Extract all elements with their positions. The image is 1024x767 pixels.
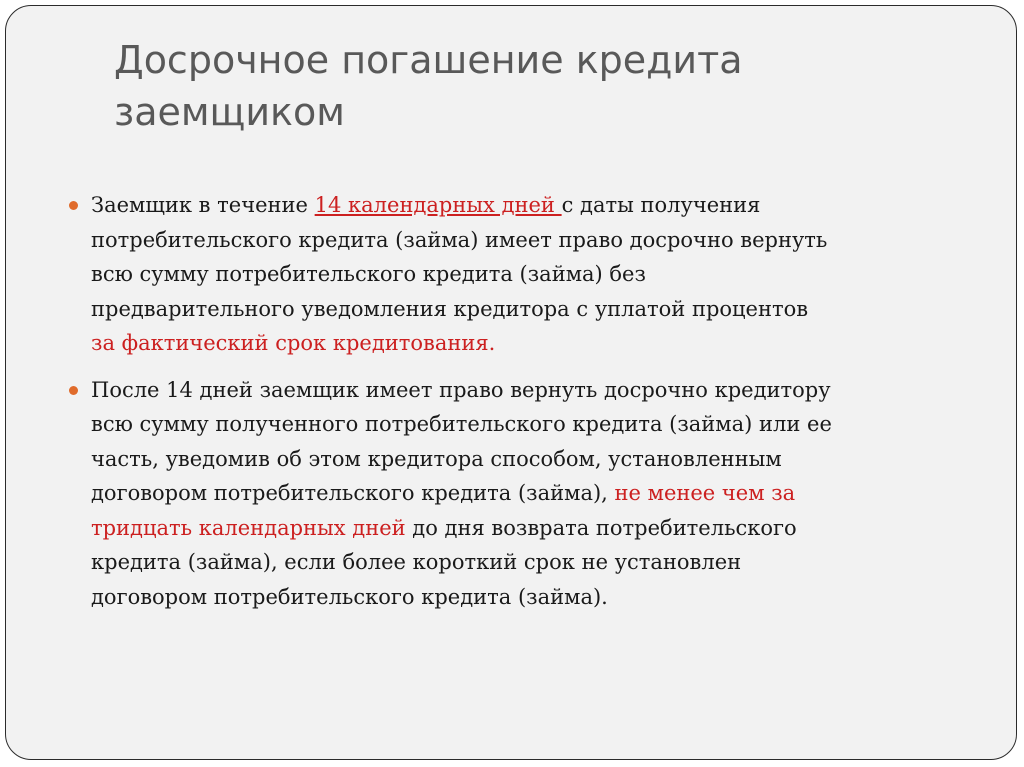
- bullet-item-1: [66, 188, 946, 361]
- bullet-1-highlight-term: за фактический срок кредитования.: [91, 331, 496, 355]
- bullet-2-line-5: [91, 511, 946, 546]
- bullet-dot-icon: [69, 201, 78, 210]
- bullet-2-line-6: кредита (займа), если более короткий срок не установлен: [91, 550, 742, 574]
- bullet-1-line-3: всю сумму потребительского кредита (займа) без: [91, 262, 646, 286]
- bullet-1-highlight-days: 14 календарных дней: [314, 193, 562, 217]
- bullet-1-line-4: предварительного уведомления кредитора с уплатой процентов: [91, 296, 809, 321]
- title-line-2: заемщиком: [114, 90, 345, 134]
- bullet-2-line-3: часть, уведомив об этом кредитора способом, установленным: [91, 446, 782, 471]
- bullet-1-line-2: потребительского кредита (займа) имеет право досрочно вернуть: [91, 227, 828, 252]
- slide: [5, 5, 1017, 760]
- bullet-2-line-1: После 14 дней заемщик имеет право вернуть досрочно кредитору: [91, 377, 831, 402]
- bullet-dot-icon: [69, 386, 78, 395]
- bullet-1-line-1: [91, 188, 946, 223]
- bullet-2-highlight-notice: не менее чем за: [614, 481, 796, 505]
- bullet-list: [66, 188, 946, 626]
- bullet-2-line-4: [91, 476, 946, 511]
- bullet-2-text: договором потребительского кредита (займа),: [91, 481, 615, 505]
- bullet-2-line-2: всю сумму полученного потребительского кредита (займа) или ее: [91, 412, 832, 436]
- bullet-2-highlight-days: тридцать календарных дней: [91, 515, 406, 540]
- bullet-item-2: [66, 373, 946, 615]
- bullet-1-text: Заемщик в течение: [91, 193, 315, 217]
- bullet-2-text: до дня возврата потребительского: [405, 515, 797, 540]
- bullet-2-line-7: договором потребительского кредита (займа).: [91, 584, 608, 609]
- slide-title: [114, 34, 934, 138]
- bullet-1-text: с даты получения: [561, 193, 761, 217]
- title-line-1: Досрочное погашение кредита: [114, 38, 743, 82]
